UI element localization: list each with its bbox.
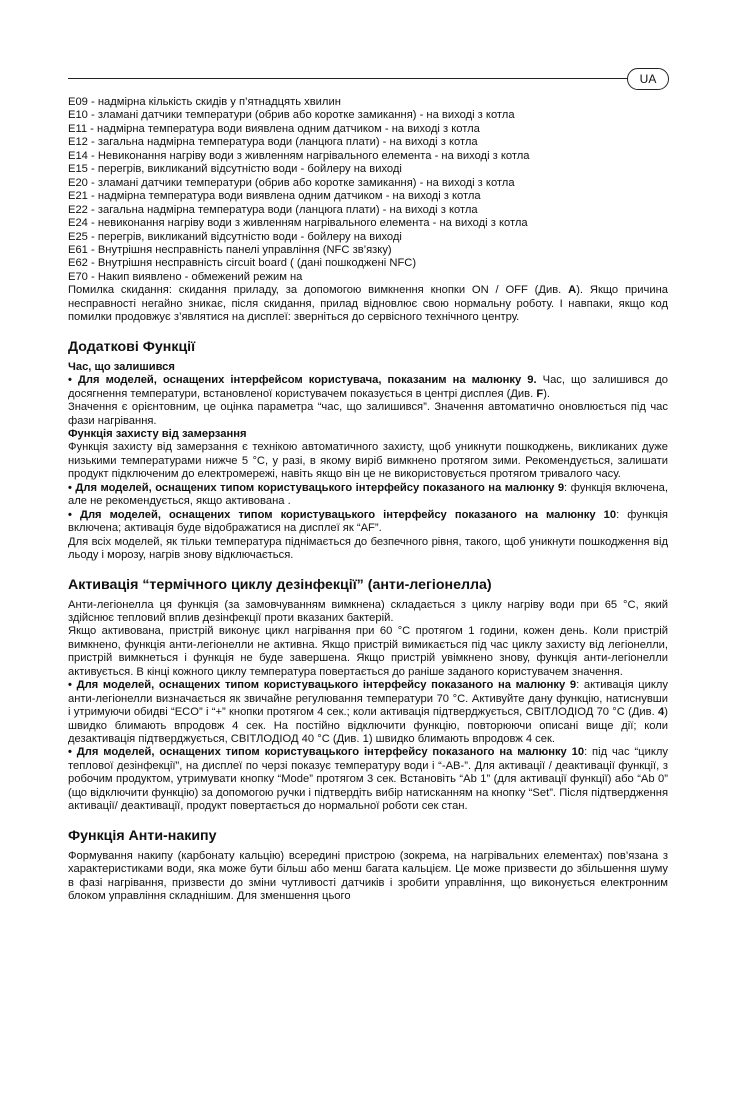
remaining-time-text: Час, що залишився до досягнення температури, встановленої користувачем показується в центрі дисплея (Див. [68,374,668,400]
remaining-time-title: Час, що залишився [68,360,175,373]
header-rule [68,78,655,79]
error-code-item: E20 - зламані датчики температури (обрив або коротке замикання) - на виході з котла [68,176,515,189]
frost-model-9-text: : функція включена, але не рекомендується, якщо активована . [68,481,668,508]
frost-model-10-text: : функція включена; активація буде відображатися на дисплеї як “AF”. [68,508,668,535]
error-code-item: E11 - надмірна температура води виявлена одним датчиком - на виході з котла [68,122,480,135]
error-code-item: E61 - Внутрішня несправність панелі управління (NFC зв’язку) [68,243,392,256]
section-title-extra-functions: Додаткові Функції [68,338,196,355]
reset-note-figure-ref: A [568,284,577,297]
remaining-time-note: Значення є орієнтовним, це оцінка параметра “час, що залишився”. Значення автоматично оновлюється під час фази нагрівання. [68,401,668,427]
error-code-item: E25 - перегрів, викликаний відсутністю води - бойлеру на виході [68,230,402,243]
reset-note-text: Помилка скидання: скидання приладу, за допомогою вимкнення кнопки ON / OFF (Див. [68,284,569,297]
error-code-item: E09 - надмірна кількість скидів у п’ятнадцять хвилин [68,96,341,108]
frost-model-9-paragraph [68,482,668,509]
frost-model-10-paragraph [68,509,668,536]
reset-note [68,284,668,324]
remaining-time-text-cont: ). [543,387,551,400]
frost-protection-title: Функція захисту від замерзання [68,427,247,440]
reset-note-text-cont: ). Якщо причина несправності негайно зникає, після скидання, прилад відновлює свою нормальну роботу. І навпаки, якщо код помилки продовжує з’являтися на дисплеї: зверніться до сервісного технічного центру. [68,284,668,324]
antiscale-paragraph: Формування накипу (карбонату кальцію) всередині пристрою (зокрема, на нагрівальних елементах) пов’язана з характеристиками води, яка може бути більш або менш багата кальцієм. Це може призвести до збільшення шуму в фазі нагрівання, призвести до зміни чутливості датчиків і зробити управління, що виконується електронним блоком управління складнішим. Для зменшення цього [68,849,668,903]
remaining-time-model-label: • Для моделей, оснащених інтерфейсом користувача, показаним на малюнку 9. [68,374,537,387]
error-code-item: E15 - перегрів, викликаний відсутністю води - бойлеру на виході [68,163,402,176]
error-code-item: E21 - надмірна температура води виявлена одним датчиком - на виході з котла [68,190,481,203]
frost-all-models-text: Для всіх моделей, як тільки температура піднімається до безпечного рівня, такого, щоб уникнути пошкодження від льоду і морозу, нагрів знову відключається. [68,535,668,562]
section-title-antiscale: Функція Анти-накипу [68,827,217,844]
frost-protection-text: Функція захисту від замерзання є технікою автоматичного захисту, щоб уникнути пошкоджень, викликаних дуже низькими температурами нижче 5 °C, у разі, в якому виріб вимкнено протягом зими. Рекомендується, залишати продукт підключеним до електромережі, навіть якщо він це не використовується протягом тривалого часу. [68,441,668,481]
error-code-item: E70 - Накип виявлено - обмежений режим на [68,270,303,283]
error-code-item: E12 - загальна надмірна температура води (ланцюга плати) - на виході з котла [68,136,478,149]
legionella-model-10-label: • Для моделей, оснащених типом користувацького інтерфейсу показаного на малюнку 10 [68,746,585,759]
section-title-legionella: Активація “термічного циклу дезінфекції” (анти-легіонелла) [68,576,492,593]
error-code-item: E14 - Невиконання нагріву води з живленням нагрівального елемента - на виході з котла [68,149,530,162]
error-code-item: E22 - загальна надмірна температура води (ланцюга плати) - на виході з котла [68,203,478,216]
frost-model-10-label: • Для моделей, оснащених типом користувацького інтерфейсу показаного на малюнку 10 [68,508,617,521]
legionella-model-9-text: : активація циклу анти-легіонелли визначається як звичайне регулювання температури 70 °C. Активуйте дану функцію, натиснувши і утримуючи обидві “ECO” і “+” кнопки протягом 4 сек.; коли активація підтверджується, СВІТЛОДІОД 70 °C (Див. [68,679,668,719]
legionella-intro: Анти-легіонелла ця функція (за замовчуванням вимкнена) складається з циклу нагріву води при 65 °C, який здійснює тепловий вплив дезінфекції проти вказаних бактерій. [68,598,668,624]
legionella-model-10-text: : під час “циклу теплової дезінфекції”, на дисплеї по черзі показує температуру води і “-AB-”. Для активації / деактивації функції, з робочим продуктом, утримувати кнопку “Mode” протягом 3 сек. Встановіть “Ab 1” (для активації функції) або “Ab 0” (що відключити функцію) за допомогою ручки і підтвердіть вибір натисканням на кнопку “Set”. Після підтвердження активації/ деактивації, продукт повертається до нормальної роботи сек стан. [68,746,668,813]
error-code-item: E24 - невиконання нагріву води з живленням нагрівального елемента - на виході з котла [68,217,528,230]
frost-model-9-label: • Для моделей, оснащених типом користувацького інтерфейсу показаного на малюнку 9 [68,481,565,494]
remaining-time-paragraph [68,374,668,401]
legionella-model-9-label: • Для моделей, оснащених типом користувацького інтерфейсу показаного на малюнку 9 [68,679,577,692]
legionella-model-9-paragraph [68,679,668,746]
page-content [68,96,668,904]
legionella-model-9-text-cont: ) швидко блимають впродовж 4 сек. На постійно відключити функцію, повторюючи описані вище дії; коли дезактивація підтверджується, СВІТЛОДІОД 40 °C (Див. 1) швидко блимають впродовж 4 сек. [68,706,668,746]
language-badge: UA [627,68,669,90]
error-code-list [68,96,668,284]
error-code-item: E62 - Внутрішня несправність circuit board ( (дані пошкоджені NFC) [68,257,417,270]
legionella-behavior: Якщо активована, пристрій виконує цикл нагрівання при 60 °C протягом 1 години, кожен день. Коли пристрій вимкнено, функція анти-легіонелли не активна. Якщо пристрій вимикається під час циклу захисту від легіонелли, пристрій вимкнеться і функція не буде завершена. Якщо пристрій увімкнено знову, функція анти-легіонелли активується. В кінці кожного циклу температура повертається до раніше заданого користувачем значення. [68,625,668,678]
legionella-model-10-paragraph [68,746,668,813]
error-code-item: E10 - зламані датчики температури (обрив або коротке замикання) - на виході з котла [68,109,515,122]
legionella-model-9-figure-ref: 4 [658,706,665,719]
remaining-time-figure-ref: F [536,387,544,400]
